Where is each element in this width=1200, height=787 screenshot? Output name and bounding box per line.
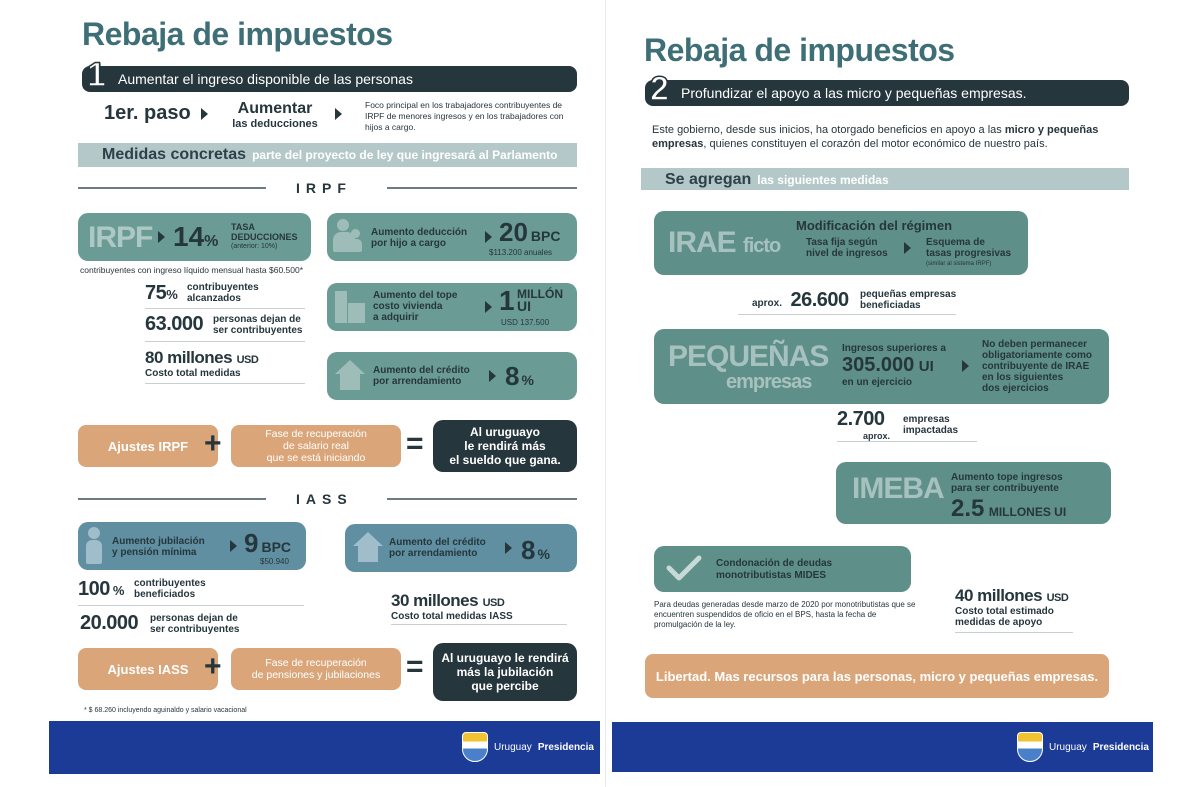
footer-band <box>612 722 1153 772</box>
irae-stat <box>752 289 992 312</box>
label-line2: costo vivienda <box>373 301 443 312</box>
stat-label <box>150 613 239 635</box>
uruguay-crest-icon <box>1017 732 1043 762</box>
value-unit: MILLONES UI <box>988 505 1067 519</box>
section-heading: Profundizar el apoyo a las micro y pequeñas empresas. <box>681 85 1027 101</box>
stat-label-line1: personas dejan de <box>150 613 238 624</box>
label-line1: Aumento tope ingresos <box>951 472 1063 483</box>
uruguay-crest-icon <box>462 732 488 762</box>
arrow-right-icon <box>904 242 911 254</box>
stat-value: 100 <box>78 578 110 600</box>
stat-unit: % <box>166 287 178 302</box>
arrow-right-icon <box>489 370 496 382</box>
line2: de salario real <box>283 440 349 452</box>
parent-child-icon <box>333 219 363 253</box>
stat-value: 40 millones <box>955 586 1043 605</box>
threshold-label: Ingresos superiores a <box>842 343 946 354</box>
section-rule <box>78 187 266 189</box>
label-line1: Aumento jubilación <box>112 536 205 547</box>
jubilacion-sub: $50.940 <box>260 557 289 566</box>
rule-line4: en los siguientes <box>982 372 1064 383</box>
rule-line1: No deben permanecer <box>982 339 1088 350</box>
deduccion-hijo-value <box>499 217 560 248</box>
tope-vivienda-label <box>373 290 457 323</box>
stat-dejan <box>145 313 315 336</box>
stat-label <box>134 578 206 600</box>
pequenas-stat <box>837 408 997 441</box>
irae-heading: Modificación del régimen <box>796 218 953 233</box>
ghost-line2: ficto <box>743 235 781 257</box>
deduccion-hijo-label <box>371 227 467 249</box>
label-line1: Aumento del tope <box>373 290 458 301</box>
step-action-line2: las deducciones <box>232 118 318 130</box>
pequenas-threshold <box>842 343 946 388</box>
intro-part1: Este gobierno, desde sus inicios, ha otorgado beneficios en apoyo a las <box>652 124 1005 136</box>
stat-dejan-iass <box>80 612 310 635</box>
condonacion-note: Para deudas generadas desde marzo de 2020 por monotributistas que se encuentren suspendidos de oficio en el BPS, hasta la fecha de promulgación de la ley. <box>654 600 916 629</box>
irpf-rate-card <box>78 213 311 261</box>
stat-value: 26.600 <box>790 289 849 311</box>
arrow-right-icon <box>485 301 492 313</box>
line1: Al uruguayo <box>469 425 540 439</box>
label-line2: para ser contribuyente <box>951 483 1059 494</box>
section-rule <box>387 187 577 189</box>
deduccion-hijo-card <box>327 213 577 261</box>
arrow-right-icon <box>335 108 342 120</box>
threshold-value: 305.000 <box>842 354 915 376</box>
line2: de pensiones y jubilaciones <box>251 669 381 681</box>
condonacion-label <box>716 558 832 582</box>
stat-label-line2: beneficiados <box>134 589 196 600</box>
value-number: 8 <box>521 535 536 565</box>
measures-strong: Medidas concretas <box>102 146 247 163</box>
label-line2: monotributistas MIDES <box>716 570 827 581</box>
stat-underline <box>837 441 977 442</box>
stat-alcanzados <box>145 282 305 305</box>
step-action-line1: Aumentar <box>237 100 313 117</box>
stat-underline <box>145 308 305 309</box>
page-title: Rebaja de impuestos <box>82 16 393 52</box>
equals-icon: = <box>406 427 424 460</box>
imeba-value <box>951 495 1066 523</box>
added-measures-bar <box>641 168 1129 190</box>
stat-label: Costo total medidas <box>145 368 241 379</box>
arrow-right-icon <box>230 540 237 552</box>
stat-underline <box>738 314 956 315</box>
stat-label-line1: pequeñas empresas <box>860 289 957 300</box>
rule-line2: obligatoriamente como <box>982 350 1093 361</box>
unit-line2: UI <box>517 298 531 314</box>
arrow-right-icon <box>505 542 512 554</box>
section-rule <box>387 498 577 500</box>
house-icon <box>353 532 383 562</box>
irpf-rate-value <box>173 221 218 253</box>
credito-label <box>373 365 470 387</box>
section-rule <box>78 498 266 500</box>
added-soft: las siguientes medidas <box>757 173 889 187</box>
stat-beneficiados <box>78 578 308 601</box>
to-note: (similar al sistema IRPF) <box>926 261 992 267</box>
fase-recuperacion-box <box>231 425 401 467</box>
to-line2: tasas progresivas <box>926 248 1012 259</box>
elderly-person-icon <box>84 527 106 565</box>
stat-unit: % <box>112 583 124 598</box>
deduccion-hijo-sub: $113.200 anuales <box>489 248 553 257</box>
threshold-sub: en un ejercicio <box>842 377 913 388</box>
rule-line5: dos ejercicios <box>982 383 1049 394</box>
section-number: 2 <box>650 70 669 108</box>
stat-underline <box>145 341 305 342</box>
value-number: 20 <box>499 217 528 247</box>
jubilacion-value <box>244 528 291 559</box>
panel-divider <box>605 0 606 787</box>
left-infographic <box>49 0 600 787</box>
stat-underline <box>145 383 305 384</box>
line2: más la jubilación <box>456 665 554 679</box>
stat-label <box>213 314 302 336</box>
label-line2: y pensión mínima <box>112 547 197 558</box>
irae-from <box>806 237 888 259</box>
ajustes-irpf-box: Ajustes IRPF <box>78 425 218 467</box>
irpf-rate-unit: % <box>204 233 219 250</box>
tope-vivienda-unit <box>517 288 563 312</box>
irpf-label-line1: TASA <box>231 222 255 232</box>
iass-section-label: IASS <box>296 491 353 507</box>
irae-to <box>926 237 1011 270</box>
label-line3: a adquirir <box>373 312 419 323</box>
imeba-ghost: IMEBA <box>852 472 944 505</box>
stat-label: Costo total medidas IASS <box>391 611 513 622</box>
stat-unit: USD <box>482 597 505 609</box>
stat-value: 80 millones <box>145 348 233 367</box>
credito-arrendamiento-card <box>327 352 577 400</box>
irpf-section-label: IRPF <box>296 180 352 196</box>
stat-label-line2: ser contribuyentes <box>213 325 303 336</box>
irae-ficto-card <box>654 211 1028 275</box>
pequenas-ghost <box>668 342 828 392</box>
fase-pensiones-box <box>231 648 401 690</box>
irpf-label-note: (anterior: 10%) <box>231 243 278 250</box>
label-line1: Condonación de deudas <box>716 558 833 569</box>
tope-vivienda-card <box>327 283 577 331</box>
stat-label-line2: alcanzados <box>187 293 241 304</box>
stat-label-line1: empresas <box>903 414 950 425</box>
line3: que se está iniciando <box>266 452 366 464</box>
stat-prefix: aprox. <box>752 298 783 309</box>
condonacion-card <box>654 546 911 592</box>
stat-label-line1: contribuyentes <box>187 282 259 293</box>
stat-underline <box>955 632 1073 633</box>
section-heading-bar <box>645 80 1129 106</box>
step-focus-text: Foco principal en los trabajadores contribuyentes de IRPF de menores ingresos y en los trabajadores con hijos a cargo. <box>365 100 564 132</box>
stat-label-line1: contribuyentes <box>134 578 206 589</box>
stat-value: 20.000 <box>80 612 139 634</box>
plus-icon: + <box>204 650 222 683</box>
stat-underline <box>391 624 567 625</box>
ghost-line2: empresas <box>726 371 812 393</box>
step-action <box>225 100 325 130</box>
line2: le rendirá más <box>464 439 546 453</box>
stat-label <box>903 414 958 436</box>
stat-unit: USD <box>1046 592 1069 604</box>
brand-country: Uruguay <box>1049 741 1087 753</box>
intro-part2: , quienes constituyen el corazón del motor económico de nuestro país. <box>703 138 1048 150</box>
value-unit: BPC <box>530 228 561 244</box>
stat-value: 63.000 <box>145 313 204 335</box>
stat-label-line2: ser contribuyentes <box>150 624 240 635</box>
section-number: 1 <box>87 56 106 94</box>
equals-icon: = <box>406 650 424 683</box>
arrow-right-icon <box>158 231 165 243</box>
credito-arrendamiento-iass-card <box>345 524 577 572</box>
footer-band <box>49 721 600 774</box>
brand-presidencia: Presidencia <box>1092 741 1149 753</box>
line3: el sueldo que gana. <box>449 453 561 467</box>
threshold-unit: UI <box>918 358 934 375</box>
stat-prefix: aprox. <box>863 431 891 441</box>
label-line1: Aumento del crédito <box>373 365 470 376</box>
result-jubilacion-box <box>433 643 577 701</box>
line3: que percibe <box>471 679 539 693</box>
irae-ghost <box>668 226 780 260</box>
irpf-income-note: contribuyentes con ingreso líquido mensual hasta $60.500* <box>80 265 304 275</box>
intro-text <box>652 123 1122 151</box>
label-line2: por arrendamiento <box>389 548 478 559</box>
stat-underline <box>78 605 304 606</box>
page-title: Rebaja de impuestos <box>644 32 955 68</box>
value-number: 9 <box>244 528 259 558</box>
stat-label <box>860 289 956 311</box>
checkmark-icon <box>666 554 702 582</box>
measures-bar <box>78 143 577 167</box>
line1: Fase de recuperación <box>265 657 367 669</box>
line1: Al uruguayo le rendirá <box>441 651 569 665</box>
right-infographic <box>612 0 1153 787</box>
tope-vivienda-sub: USD 137.500 <box>501 318 550 327</box>
label-line1: Aumento deducción <box>371 227 468 238</box>
value-unit: BPC <box>261 539 292 555</box>
from-line1: Tasa fija según <box>806 237 878 248</box>
imeba-label <box>951 472 1063 494</box>
to-line1: Esquema de <box>926 237 985 248</box>
label-line2: por arrendamiento <box>373 376 462 387</box>
stat-label-line2: beneficiadas <box>860 300 921 311</box>
plus-icon: + <box>204 427 222 460</box>
pequenas-rule <box>982 339 1092 394</box>
iass-cost <box>391 591 581 622</box>
footer-brand <box>462 732 594 762</box>
arrow-right-icon <box>962 360 969 372</box>
rule-line3: contribuyente de IRAE <box>982 361 1090 372</box>
credito-value <box>521 535 550 566</box>
brand-presidencia: Presidencia <box>537 741 594 753</box>
line1: Fase de recuperación <box>265 428 367 440</box>
stat-label-line1: Costo total estimado <box>955 606 1054 617</box>
arrow-right-icon <box>201 108 208 120</box>
stat-value: 75 <box>145 282 167 304</box>
arrow-right-icon <box>485 231 492 243</box>
building-icon <box>335 291 365 323</box>
stat-label-line2: impactadas <box>903 425 959 436</box>
irpf-rate-label <box>231 222 298 252</box>
result-sueldo-box <box>433 420 577 472</box>
irpf-ghost-label: IRPF <box>88 221 153 254</box>
added-strong: Se agregan <box>665 171 752 188</box>
credito-label <box>389 537 486 559</box>
stat-value: 30 millones <box>391 591 479 610</box>
label-line1: Aumento del crédito <box>389 537 486 548</box>
value-number: 8 <box>505 361 520 391</box>
section-heading: Aumentar el ingreso disponible de las personas <box>118 71 413 87</box>
value-unit: % <box>521 372 534 388</box>
ajustes-iass-box: Ajustes IASS <box>78 648 218 690</box>
jubilacion-card <box>78 522 306 570</box>
stat-costo <box>145 348 315 379</box>
brand-country: Uruguay <box>494 741 532 753</box>
jubilacion-label <box>112 536 205 558</box>
support-cost <box>955 586 1125 628</box>
house-icon <box>335 360 365 390</box>
measures-soft: parte del proyecto de ley que ingresará al Parlamento <box>252 148 558 162</box>
unit-line1: MILLÓN <box>517 287 563 301</box>
label-line2: por hijo a cargo <box>371 238 447 249</box>
tope-vivienda-value: 1 <box>499 285 515 316</box>
step-label: 1er. paso <box>104 102 191 124</box>
from-line2: nivel de ingresos <box>806 248 888 259</box>
libertad-banner: Libertad. Mas recursos para las personas, micro y pequeñas empresas. <box>645 654 1109 698</box>
stat-label <box>187 282 259 304</box>
footer-brand <box>1017 732 1149 762</box>
value-number: 2.5 <box>951 495 985 522</box>
ghost-line1: IRAE <box>668 226 736 259</box>
intro-emphasis: micro y pequeñas empresas <box>652 124 1099 150</box>
ghost-line1: PEQUEÑAS <box>668 340 829 373</box>
value-unit: % <box>537 546 550 562</box>
credito-value <box>505 361 534 392</box>
pequenas-empresas-card <box>654 329 1109 404</box>
footnote: * $ 68.260 incluyendo aguinaldo y salario vacacional <box>84 707 247 714</box>
stat-value: 2.700 <box>837 408 885 430</box>
imeba-card <box>836 462 1111 524</box>
irpf-rate-number: 14 <box>173 221 205 252</box>
section-heading-bar <box>82 66 577 92</box>
stat-label-line1: personas dejan de <box>213 314 301 325</box>
stat-label-line2: medidas de apoyo <box>955 617 1043 628</box>
irpf-label-line2: DEDUCCIONES <box>231 232 298 242</box>
stat-unit: USD <box>236 354 259 366</box>
